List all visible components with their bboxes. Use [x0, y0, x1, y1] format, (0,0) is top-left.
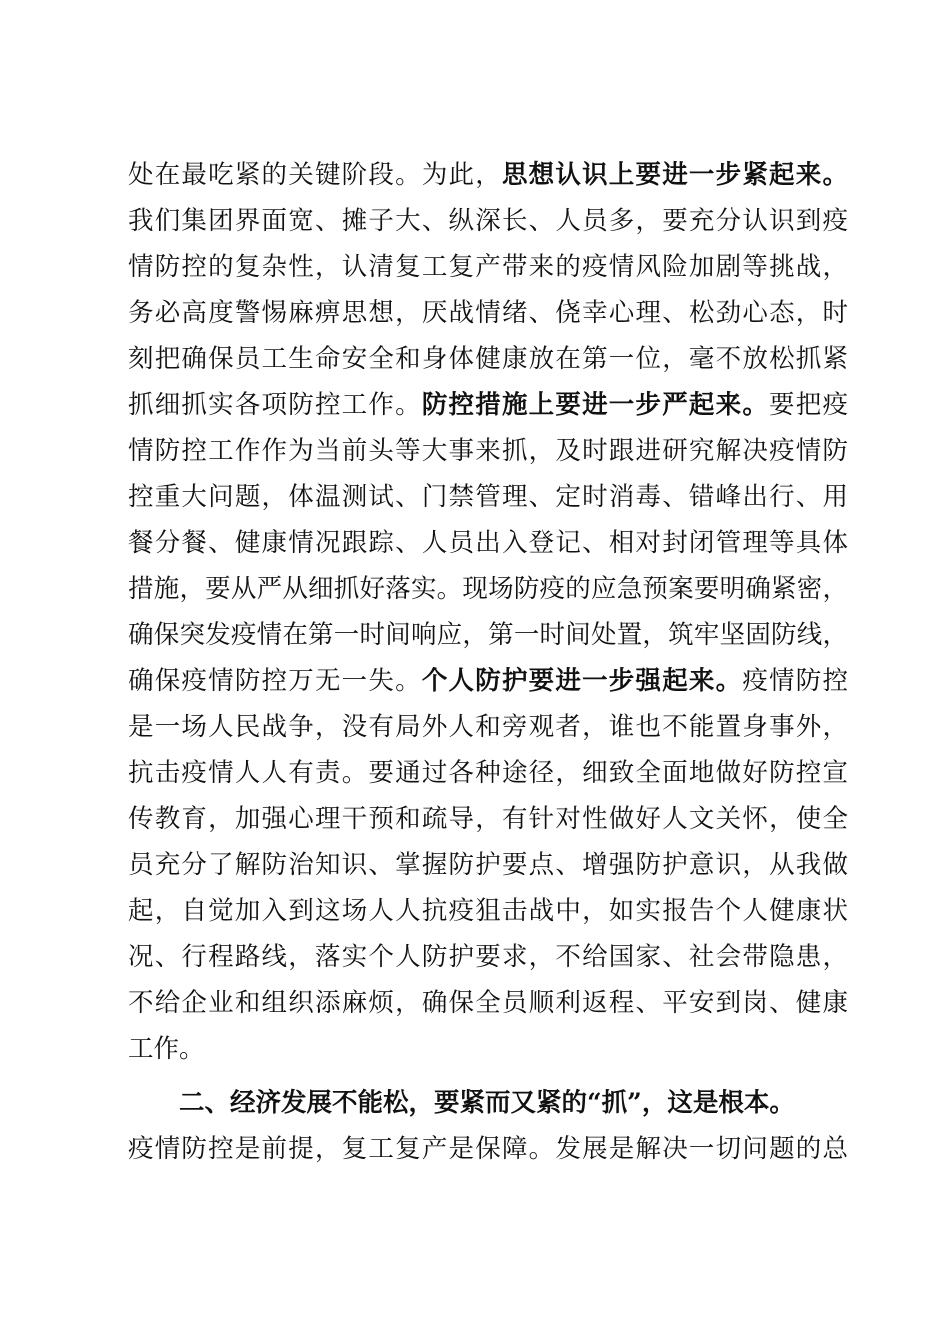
text-line — [128, 612, 848, 658]
text-run: 确保疫情防控万无一失。 — [128, 666, 422, 696]
text-run: 务必高度警惕麻痹思想，厌战情绪、侥幸心理、松劲心态，时 — [128, 298, 848, 328]
paragraph-gap — [128, 1072, 848, 1080]
text-run: 况、行程路线，落实个人防护要求，不给国家、社会带隐患， — [128, 942, 848, 972]
text-run: 措施，要从严从细抓好落实。现场防疫的应急预案要明确紧密， — [128, 574, 848, 604]
text-run: 刻把确保员工生命安全和身体健康放在第一位，毫不放松抓紧 — [128, 344, 848, 374]
text-run: 要把疫 — [769, 390, 848, 420]
text-line — [128, 704, 848, 750]
text-run: 起，自觉加入到这场人人抗疫狙击战中，如实报告个人健康状 — [128, 896, 848, 926]
text-line — [128, 934, 848, 980]
bold-heading-run: 个人防护要进一步强起来。 — [421, 666, 743, 696]
text-line — [128, 1126, 848, 1172]
text-line — [128, 198, 848, 244]
text-line — [128, 796, 848, 842]
paragraph-1 — [128, 152, 848, 1072]
text-line — [128, 428, 848, 474]
text-run: 疫情防控 — [742, 666, 848, 696]
text-line — [128, 520, 848, 566]
text-run: 情防控工作作为当前头等大事来抓，及时跟进研究解决疫情防 — [128, 436, 848, 466]
text-line — [128, 888, 848, 934]
text-line — [128, 566, 848, 612]
text-line — [128, 244, 848, 290]
text-run: 工作。 — [128, 1034, 205, 1064]
text-run: 控重大问题，体温测试、门禁管理、定时消毒、错峰出行、用 — [128, 482, 848, 512]
text-run: 传教育，加强心理干预和疏导，有针对性做好人文关怀，使全 — [128, 804, 848, 834]
text-run: 抓细抓实各项防控工作。 — [128, 390, 422, 420]
text-line — [128, 980, 848, 1026]
text-line — [128, 842, 848, 888]
bold-heading-run: 思想认识上要进一步紧起来。 — [501, 160, 848, 190]
text-line — [128, 290, 848, 336]
bold-heading-run: 二、经济发展不能松，要紧而又紧的“抓”，这是根本。 — [179, 1088, 795, 1118]
text-line — [128, 336, 848, 382]
document-body — [128, 152, 848, 1172]
text-line — [128, 750, 848, 796]
text-run: 疫情防控是前提，复工复产是保障。发展是解决一切问题的总 — [128, 1134, 848, 1164]
text-run: 我们集团界面宽、摊子大、纵深长、人员多，要充分认识到疫 — [128, 206, 848, 236]
bold-heading-run: 防控措施上要进一步严起来。 — [421, 390, 770, 420]
text-run: 餐分餐、健康情况跟踪、人员出入登记、相对封闭管理等具体 — [128, 528, 848, 558]
text-run: 员充分了解防治知识、掌握防护要点、增强防护意识，从我做 — [128, 850, 848, 880]
text-run: 不给企业和组织添麻烦，确保全员顺利返程、平安到岗、健康 — [128, 988, 848, 1018]
text-line — [128, 382, 848, 428]
text-line — [128, 474, 848, 520]
text-run: 确保突发疫情在第一时间响应，第一时间处置，筑牢坚固防线， — [128, 620, 848, 650]
text-line — [128, 152, 848, 198]
text-run: 处在最吃紧的关键阶段。为此， — [128, 160, 502, 190]
text-line — [128, 1026, 848, 1072]
text-run: 抗击疫情人人有责。要通过各种途径，细致全面地做好防控宣 — [128, 758, 848, 788]
text-line — [128, 1080, 848, 1126]
text-run: 情防控的复杂性，认清复工复产带来的疫情风险加剧等挑战， — [128, 252, 848, 282]
text-line — [128, 658, 848, 704]
paragraph-2 — [128, 1080, 848, 1172]
text-run: 是一场人民战争，没有局外人和旁观者，谁也不能置身事外， — [128, 712, 848, 742]
